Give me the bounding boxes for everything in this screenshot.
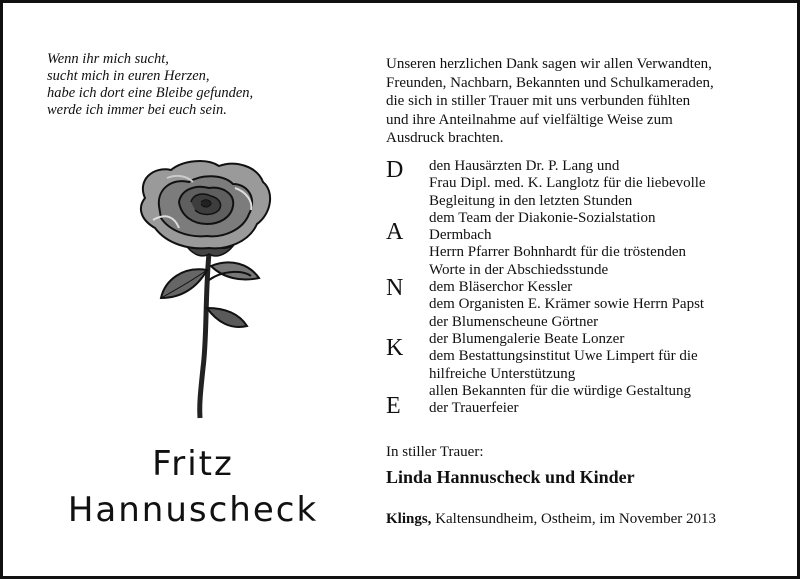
danke-line: Herrn Pfarrer Bohnhardt für die tröstenden (429, 244, 686, 261)
danke-letter: D (386, 157, 404, 183)
danke-line: Begleitung in den letzten Stunden (429, 192, 633, 209)
danke-line: Worte in der Abschiedsstunde (429, 261, 609, 278)
thanks-line: und ihre Anteilnahme auf vielfältige Weise zum (386, 111, 673, 128)
thanks-line: Ausdruck brachten. (386, 130, 504, 146)
danke-line: den Hausärzten Dr. P. Lang und (429, 158, 620, 174)
danke-letter: K (386, 335, 404, 361)
danke-letter: E (386, 393, 401, 419)
thanks-line: Unseren herzlichen Dank sagen wir allen Verwandten, (386, 56, 712, 72)
danke-line: dem Organisten E. Krämer sowie Herrn Papst (429, 296, 705, 313)
danke-letter: N (386, 275, 404, 301)
rose-illustration (123, 158, 293, 423)
poem-line: Wenn ihr mich sucht, (47, 51, 169, 67)
danke-letters (386, 156, 416, 431)
danke-line: der Trauerfeier (429, 400, 519, 417)
danke-line: Frau Dipl. med. K. Langlotz für die liebevolle (429, 175, 706, 192)
danke-line: der Blumenscheune Görtner (429, 313, 599, 330)
place-rest: Kaltensundheim, Ostheim, im November 2013 (431, 511, 716, 527)
poem-line: werde ich immer bei euch sein. (47, 102, 227, 118)
danke-line: dem Team der Diakonie-Sozialstation (429, 209, 656, 226)
danke-letter: A (386, 219, 404, 245)
thanks-line: Freunden, Nachbarn, Bekannten und Schulkameraden, (386, 74, 714, 91)
place-date-line (386, 510, 786, 528)
danke-line: der Blumengalerie Beate Lonzer (429, 330, 625, 347)
poem-line: habe ich dort eine Bleibe gefunden, (47, 85, 254, 101)
poem (47, 51, 347, 119)
danke-recipients (429, 158, 769, 417)
poem-line: sucht mich in euren Herzen, (47, 68, 210, 84)
danke-line: dem Bestattungsinstitut Uwe Limpert für die (429, 348, 698, 365)
mourning-family: Linda Hannuscheck und Kinder (386, 467, 635, 487)
thanks-paragraph (386, 55, 756, 148)
danke-line: Dermbach (429, 227, 492, 244)
mourning-label: In stiller Trauer: (386, 444, 484, 460)
last-name: Hannuscheck (67, 490, 319, 530)
danke-line: allen Bekannten für die würdige Gestaltung (429, 382, 692, 399)
thanks-line: die sich in stiller Trauer mit uns verbunden fühlten (386, 93, 691, 109)
danke-line: dem Bläserchor Kessler (429, 279, 573, 296)
place-town: Klings, (386, 511, 432, 527)
mourning-block (386, 443, 766, 488)
danke-line: hilfreiche Unterstützung (429, 365, 576, 382)
first-name: Fritz (152, 444, 234, 484)
deceased-name (33, 443, 353, 531)
